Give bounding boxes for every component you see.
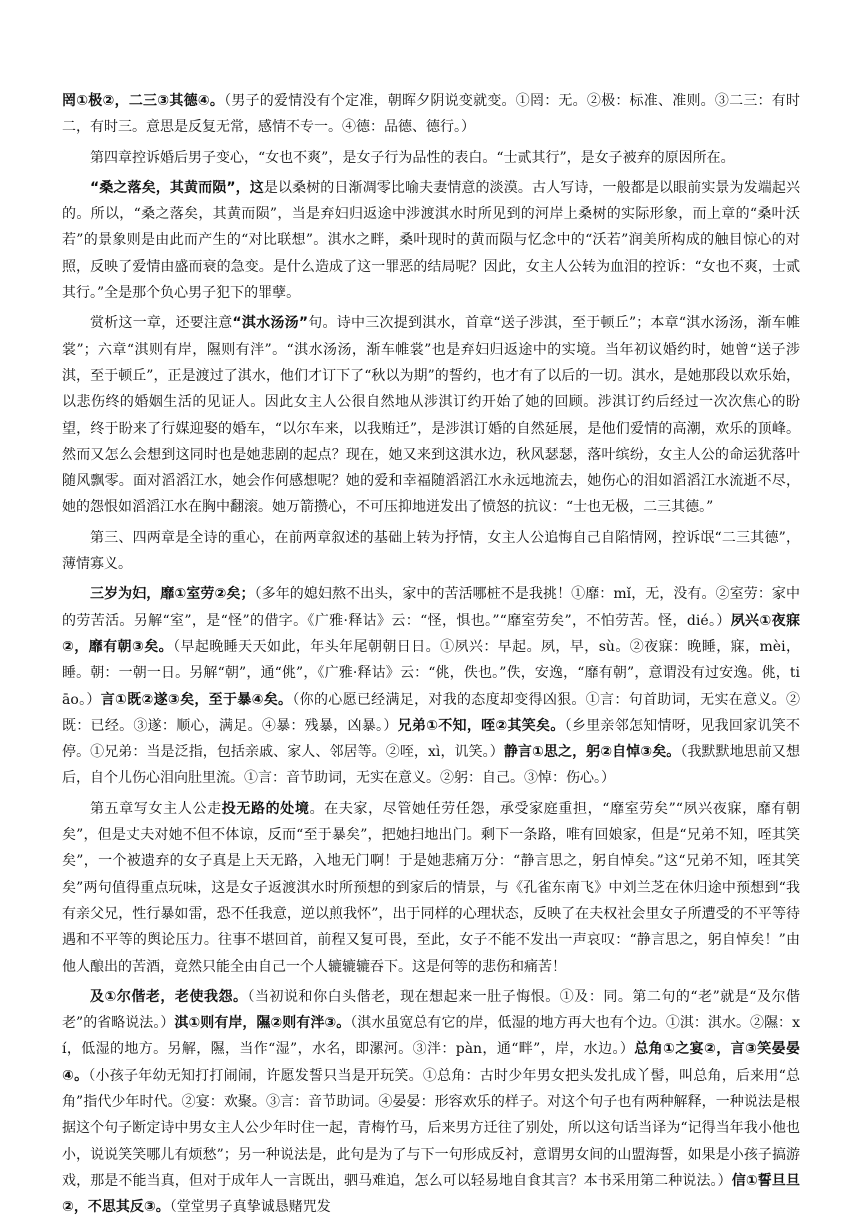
annotation-text: （堂堂男子真挚诚恳赌咒发 [169,1199,331,1216]
commentary-paragraph [62,145,800,171]
verse-quote: 静言①思之，躬②自悼③矣。 [503,744,681,761]
verse-quote: 夙兴①夜寐②，靡有朝③矣。 [62,612,800,655]
verse-quote: 信①誓旦旦②，不思其反③。 [62,1172,800,1216]
commentary-paragraph [62,175,800,306]
verse-quote: 三岁为妇，靡①室劳②矣； [90,586,255,603]
annotation-text: （当初说和你白头偕老，现在想起来一肚子悔恨。①及：同。第二句的“老”就是“及尔偕老”的省略说法。） [62,988,800,1032]
verse-quote: 总角①之宴②，言③笑晏晏④。 [62,1041,800,1084]
commentary-text: 第三、四两章是全诗的重心，在前两章叙述的基础上转为抒情，女主人公追悔自己自陷情网，控诉氓“二三其德”，薄情寡义。 [62,529,800,573]
annotation-text: （乡里亲邻怎知情呀，见我回家讥笑不停。①兄弟：当是泛指，包括亲戚、家人、邻居等。②咥，xì，讥笑。） [62,717,801,761]
commentary-text: 。在夫家，尽管她任劳任怨，承受家庭重担，“靡室劳矣”“夙兴夜寐，靡有朝矣”，但是丈夫对她不但不体谅，反而“至于暴矣”，把她扫地出门。剩下一条路，唯有回娘家，但是“兄弟不知，咥其笑矣”，一个被遗弃的女子真是上天无路，入地无门啊！于是她悲痛万分：“静言思之，躬自悼矣。”这“兄弟不知，咥其笑矣”两句值得重点玩味，这是女子返渡淇水时所预想的到家后的情景，与《孔雀东南飞》中刘兰芝在休归途中预想到“我有亲父兄，性行暴如雷，恐不任我意，逆以煎我怀”，出于同样的心理状态，反映了在夫权社会里女子所遭受的不平等待遇和不平等的舆论压力。往事不堪回首，前程又复可畏，至此，女子不能不发出一声哀叹：“静言思之，躬自悼矣！”由他人酿出的苦酒，竟然只能全由自己一个人辘辘辘吞下。这是何等的悲伤和痛苦！ [62,800,801,975]
commentary-text: 第四章控诉婚后男子变心，“女也不爽”，是女子行为品性的表白。“士贰其行”，是女子被弃的原因所在。 [90,149,735,166]
annotation-paragraph [62,581,800,791]
verse-quote: 淇①则有岸，隰②则有泮③。 [174,1015,351,1032]
annotation-text: （多年的媳妇熬不出头，家中的苦活哪桩不是我挑！①靡：mǐ，无，没有。②室劳：家中的劳苦活。另解“室”，是“怪”的借字。《广雅·释诂》云：“怪，惧也。”“靡室劳矣”，不怕劳苦。怪，dié。） [62,586,800,629]
document-page [62,88,800,1224]
annotation-paragraph [62,88,800,141]
commentary-paragraph [62,525,800,578]
commentary-paragraph [62,796,800,980]
verse-quote: “桑之落矣，其黄而陨”，这 [90,179,264,196]
annotation-text: （淇水虽宽总有它的岸，低湿的地方再大也有个边。①淇：淇水。②隰：xí，低湿的地方。另解，隰，当作“湿”，水名，即漯河。③泮：pàn，通“畔”，岸，水边。） [62,1015,800,1058]
annotation-text: （你的心愿已经满足，对我的态度却变得凶狠。①言：句首助词，无实在意义。②既：已经。③遂：顺心，满足。④暴：残暴，凶暴。） [62,691,800,734]
verse-quote: 及①尔偕老，老使我怨。 [90,988,248,1005]
emphasis-text: 投无路的处境 [221,800,310,817]
verse-quote: 罔①极②，二三③其德④。 [62,93,225,109]
annotation-text: （男子的爱情没有个定准，朝晖夕阴说变就变。①罔：无。②极：标准、准则。③二三：有时二，有时三。意思是反复无常，感情不专一。④德：品德、德行。） [62,93,800,136]
annotation-paragraph [62,984,800,1221]
verse-quote: 兄弟①不知，咥②其笑矣。 [397,717,565,734]
verse-quote: “淇水汤汤” [232,315,309,332]
verse-quote: 言①既②遂③矣，至于暴④矣。 [100,691,293,708]
commentary-text: 是以桑树的日渐凋零比喻夫妻情意的淡漠。古人写诗，一般都是以眼前实景为发端起兴的。所以，“桑之落矣，其黄而陨”，当是弃妇归返途中涉渡淇水时所见到的河岸上桑树的实际形象，而上章的“桑叶沃若”的景象则是由此而产生的“对比联想”。淇水之畔，桑叶现时的黄而陨与忆念中的“沃若”润美所构成的触目惊心的对照，反映了爱情由盛而衰的急变。是什么造成了这一罪恶的结局呢？因此，女主人公转为血泪的控诉：“女也不爽，士贰其行。”全是那个负心男子犯下的罪孽。 [62,179,800,302]
annotation-text: （我默默地思前又想后，自个儿伤心泪向肚里流。①言：音节助词，无实在意义。②躬：自己。③悼：伤心。） [62,744,801,787]
commentary-paragraph [62,310,800,520]
commentary-text: 句。诗中三次提到淇水，首章“送子涉淇，至于顿丘”；本章“淇水汤汤，渐车帷裳”；六章“淇则有岸，隰则有泮”。“淇水汤汤，渐车帷裳”也是弃妇归返途中的实境。当年初议婚约时，她曾“送子涉淇，至于顿丘”，正是渡过了淇水，他们才订下了“秋以为期”的誓约，也才有了以后的一切。淇水，是她那段以欢乐始，以悲伤终的婚姻生活的见证人。因此女主人公很自然地从涉淇订约开始了她的回顾。涉淇订约后经过一次次焦心的盼望，终于盼来了行媒迎娶的婚车，“以尔车来，以我贿迁”，是涉淇订婚的自然延展，是他们爱情的高潮，欢乐的顶峰。然而又怎么会想到这同时也是她悲剧的起点？现在，她又来到这淇水边，秋风瑟瑟，落叶缤纷，女主人公的命运犹落叶随风飘零。面对滔滔江水，她会作何感想呢？她的爱和幸福随滔滔江水永远地流去，她伤心的泪如滔滔江水流逝不尽，她的怨恨如滔滔江水在胸中翻滚。她万箭攒心，不可压抑地迸发出了愤怒的抗议：“士也无极，二三其德。” [62,315,800,516]
annotation-text: （小孩子年幼无知打打闹闹，许愿发誓只当是开玩笑。①总角：古时少年男女把头发扎成丫髻，叫总角，后来用“总角”指代少年时代。②宴：欢聚。③言：音节助词。④晏晏：形容欢乐的样子。对这个句子也有两种解释，一种说法是根据这个句子断定诗中男女主人公少年时住一起，青梅竹马，后来男方迁往了别处，所以这句话当译为“记得当年我小他也小，说说笑笑哪儿有烦愁”；另一种说法是，此句是为了与下一句形成反衬，意谓男女间的山盟海誓，如果是小孩子搞游戏，那是不能当真，但对于成年人一言既出，驷马难追，怎么可以轻易地自食其言？本书采用第二种说法。） [62,1067,801,1189]
annotation-text: （早起晚睡天天如此，年头年尾朝朝日日。①夙兴：早起。夙，早，sù。②夜寐：晚睡，寐，mèi，睡。朝：一朝一日。另解“朝”，通“佻”，《广雅·释诂》云：“佻，佚也。”佚，安逸，“靡有朝”，意谓没有过安逸。佻，tiāo。） [62,638,800,708]
commentary-text: 赏析这一章，还要注意 [90,315,233,332]
commentary-text: 第五章写女主人公走 [90,800,222,817]
